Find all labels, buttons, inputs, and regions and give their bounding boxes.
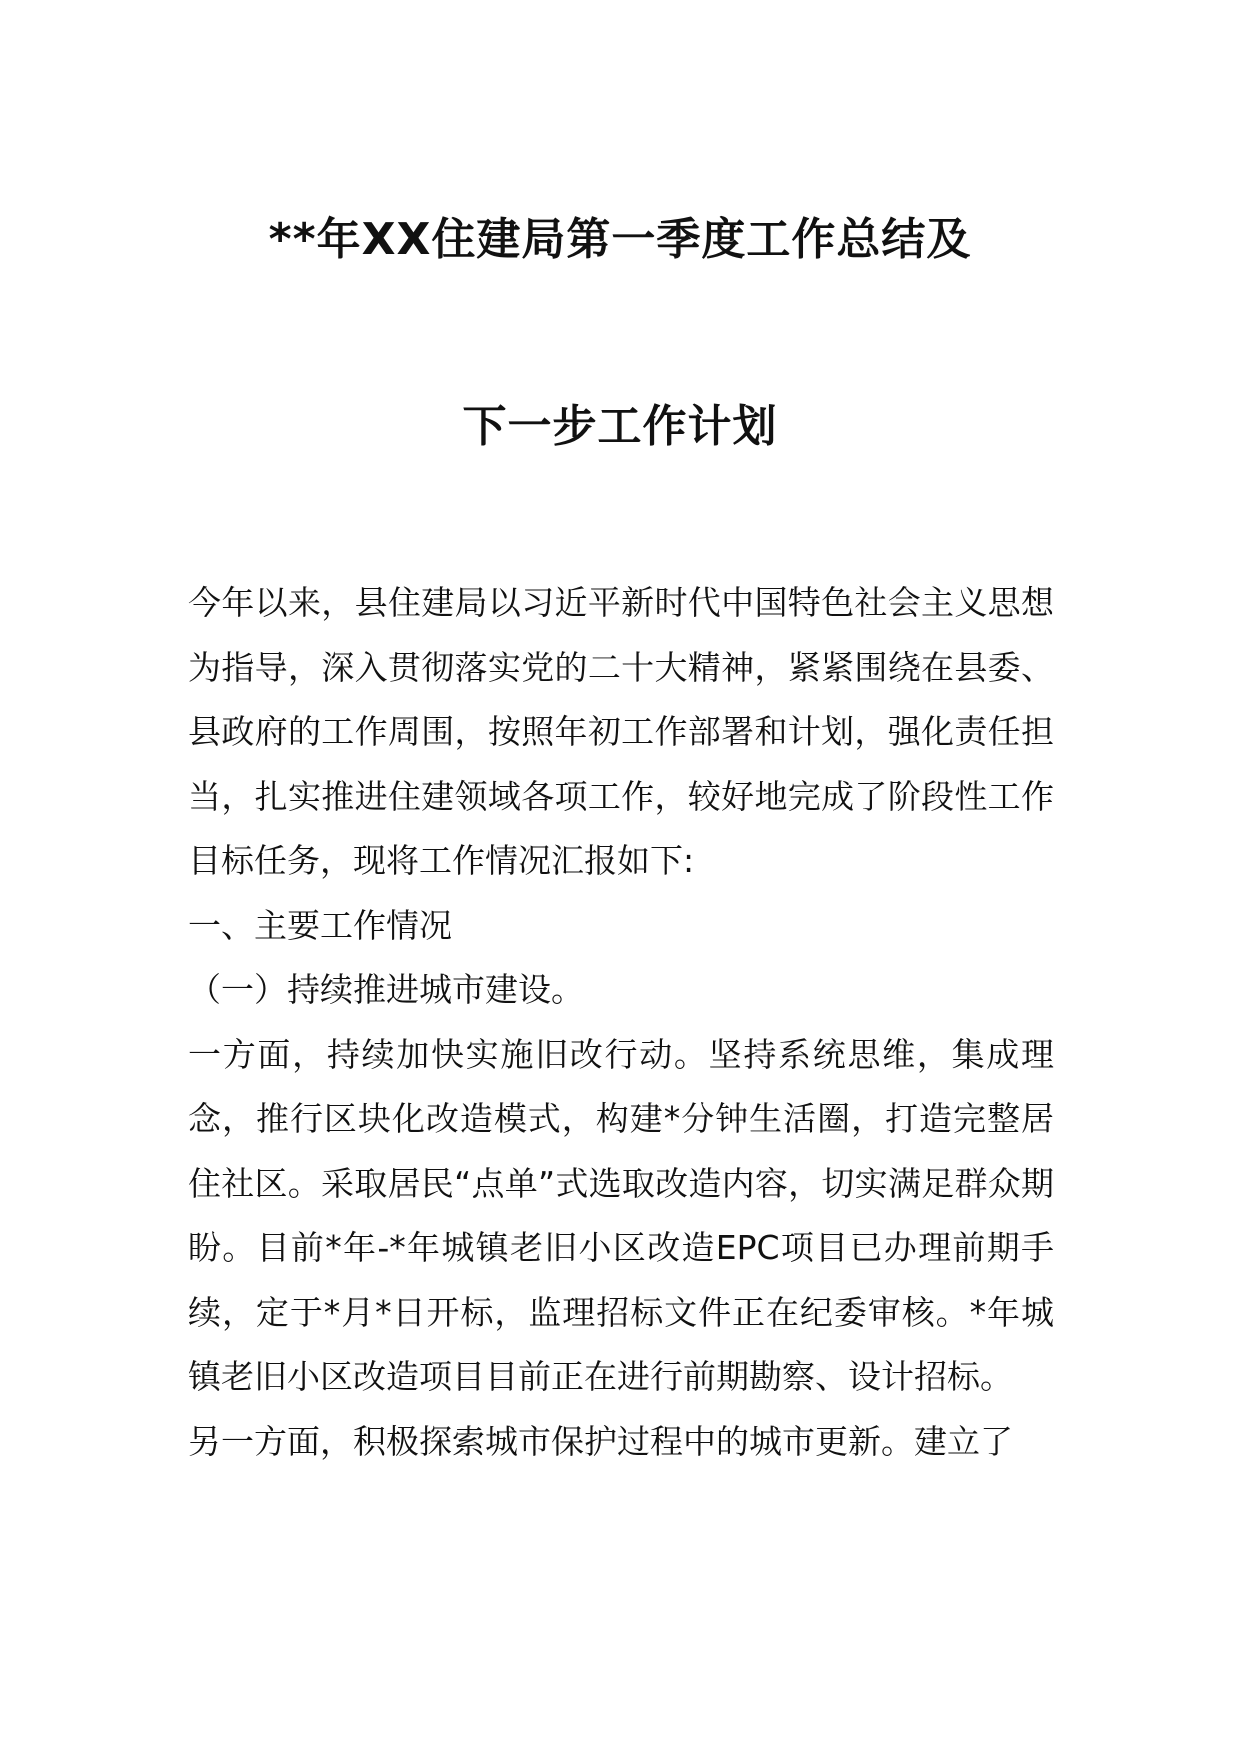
body-paragraph: 一方面，持续加快实施旧改行动。坚持系统思维，集成理念，推行区块化改造模式，构建*分钟生活圈，打造完整居住社区。采取居民“点单”式选取改造内容，切实满足群众期盼。目前*年-*年城镇老旧小区改造EPC项目已办理前期手续，定于*月*日开标，监理招标文件正在纪委审核。*年城镇老旧小区改造项目目前正在进行前期勘察、设计招标。 <box>188 1034 1054 1396</box>
document-body <box>188 571 1054 1474</box>
body-paragraph: 另一方面，积极探索城市保护过程中的城市更新。建立了 <box>188 1421 1013 1461</box>
subsection-heading: （一）持续推进城市建设。 <box>188 970 584 1009</box>
document-title-line-1: **年XX住建局第一季度工作总结及 <box>268 214 972 265</box>
document-title-line-2: 下一步工作计划 <box>462 401 778 452</box>
intro-paragraph: 今年以来，县住建局以习近平新时代中国特色社会主义思想为指导，深入贯彻落实党的二十大精神，紧紧围绕在县委、县政府的工作周围，按照年初工作部署和计划，强化责任担当，扎实推进住建领域各项工作，较好地完成了阶段性工作目标任务，现将工作情况汇报如下: <box>188 583 1054 880</box>
section-heading: 一、主要工作情况 <box>188 905 452 945</box>
